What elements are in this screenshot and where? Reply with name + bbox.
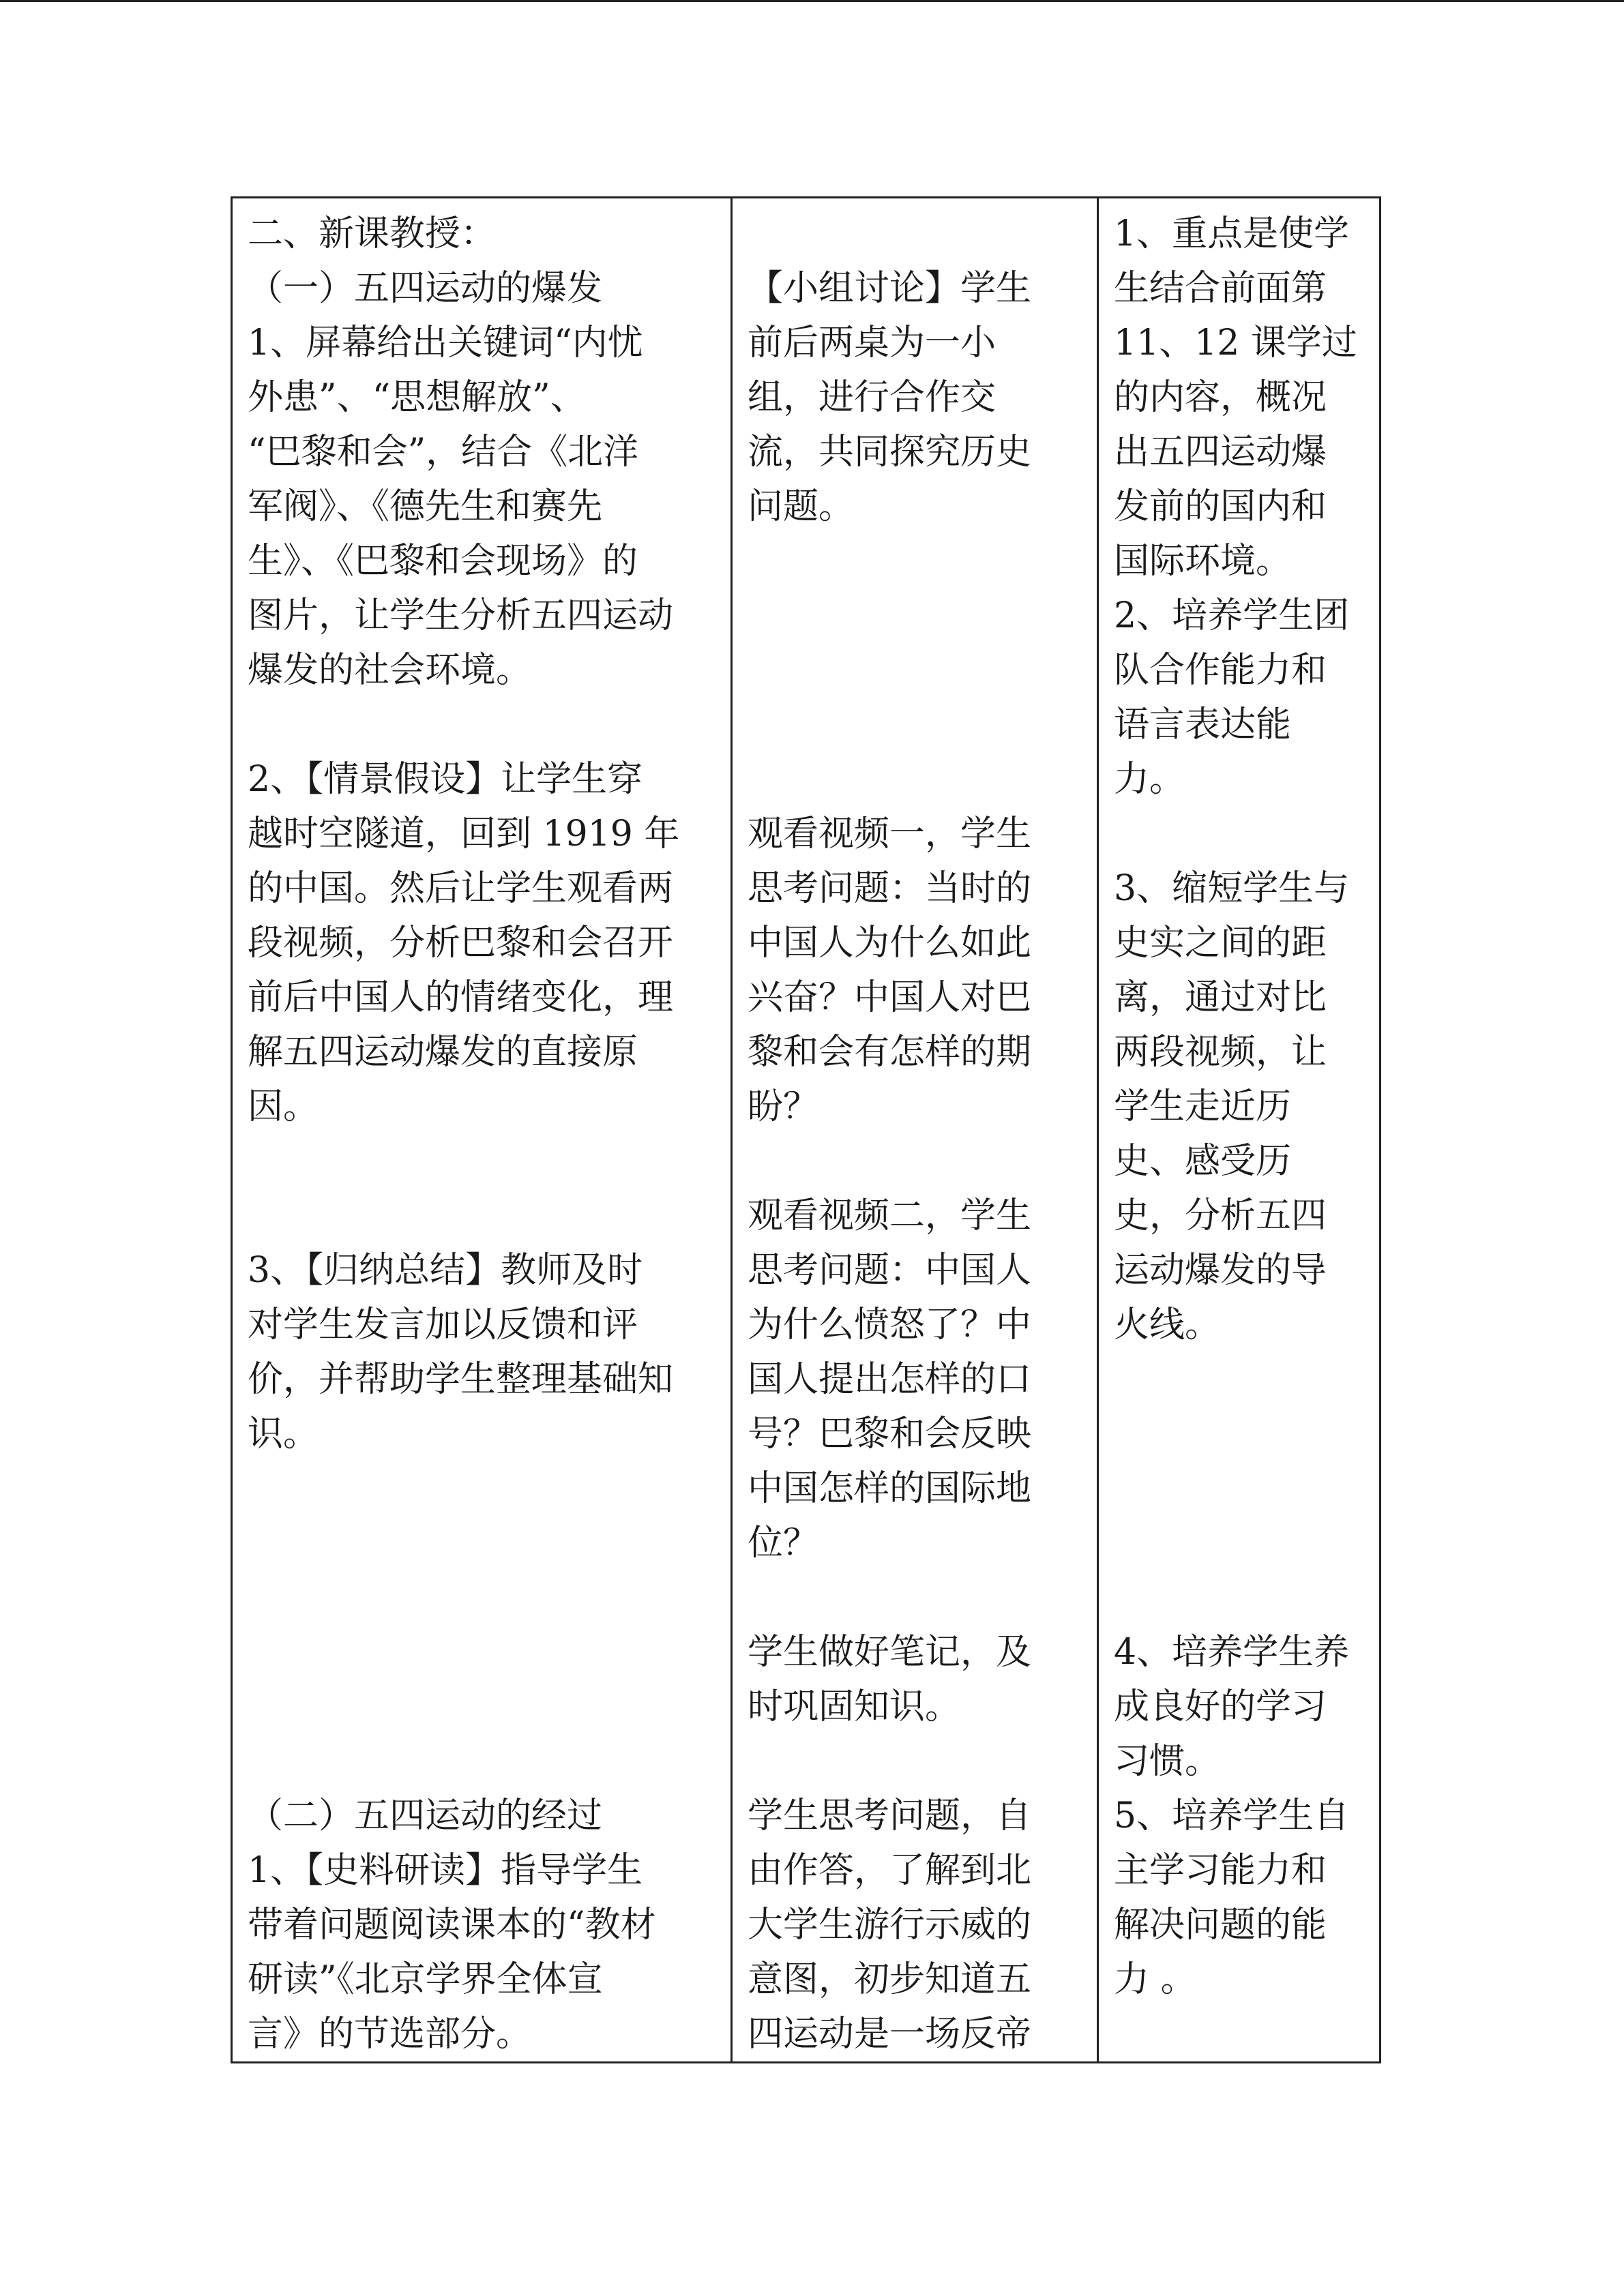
- student-paragraph-1: 【小组讨论】学生 前后两桌为一小 组，进行合作交 流，共同探究历史 问题。: [748, 268, 1032, 527]
- paragraph-spacer: [748, 1734, 1082, 1789]
- lesson-plan-table: [231, 196, 1381, 2063]
- teacher-paragraph-1: 二、新课教授： （一）五四运动的爆发 1、屏幕给出关键词“内忧 外患”、“思想解放”、 “巴黎和会”，结合《北洋 军阀》、《德先生和赛先 生》、《巴黎和会现场》的 图片，让学生分析五四运动 爆发的社会环境。: [248, 213, 674, 691]
- paragraph-spacer: [748, 1570, 1082, 1625]
- student-paragraph-2: 观看视频一，学生 思考问题：当时的 中国人为什么如此 兴奋？中国人对巴 黎和会有怎样的期 盼？: [748, 814, 1032, 1127]
- teacher-paragraph-3: 3、【归纳总结】教师及时 对学生发言加以反馈和评 价，并帮助学生整理基础知 识。: [248, 1250, 674, 1455]
- teacher-paragraph-4: （二）五四运动的经过 1、【史料研读】指导学生 带着问题阅读课本的“教材 研读”《北京学界全体宣 言》的节选部分。: [248, 1795, 656, 2055]
- page-top-border: [0, 0, 1624, 2]
- paragraph-spacer: [1114, 807, 1364, 861]
- student-paragraph-5: 学生思考问题，自 由作答，了解到北 大学生游行示威的 意图，初步知道五 四运动是一场反帝: [748, 1795, 1032, 2055]
- paragraph-spacer: [748, 1134, 1082, 1189]
- paragraph-spacer: [248, 1461, 715, 1789]
- student-activity-cell: [732, 198, 1098, 2063]
- design-intent-cell: [1098, 198, 1381, 2063]
- student-paragraph-3: 观看视频二，学生 思考问题：中国人 为什么愤怒了？中 国人提出怎样的口 号？巴黎和会反映 中国怎样的国际地 位？: [748, 1195, 1032, 1564]
- teacher-paragraph-2: 2、【情景假设】让学生穿 越时空隧道，回到 1919 年 的中国。然后让学生观看两 段视频，分析巴黎和会召开 前后中国人的情绪变化，理 解五四运动爆发的直接原 因。: [248, 759, 680, 1127]
- intent-paragraph-2: 3、缩短学生与 史实之间的距 离，通过对比 两段视频，让 学生走近历 史、感受历 史，分析五四 运动爆发的导 火线。: [1114, 868, 1350, 1345]
- intent-paragraph-3: 4、培养学生养 成良好的学习 习惯。 5、培养学生自 主学习能力和 解决问题的能 力 。: [1114, 1632, 1350, 2000]
- intent-paragraph-1: 1、重点是使学 生结合前面第 11、12 课学过 的内容，概况 出五四运动爆 发前的国内和 国际环境。 2、培养学生团 队合作能力和 语言表达能 力。: [1114, 213, 1357, 800]
- paragraph-spacer: [1114, 1352, 1364, 1625]
- student-paragraph-4: 学生做好笔记，及 时巩固知识。: [748, 1632, 1032, 1727]
- paragraph-spacer: [248, 1134, 715, 1243]
- teacher-activity-cell: [232, 198, 732, 2063]
- paragraph-spacer: [248, 698, 715, 752]
- paragraph-spacer: [748, 534, 1082, 807]
- paragraph-spacer: [748, 207, 1082, 261]
- table-row: [232, 198, 1381, 2063]
